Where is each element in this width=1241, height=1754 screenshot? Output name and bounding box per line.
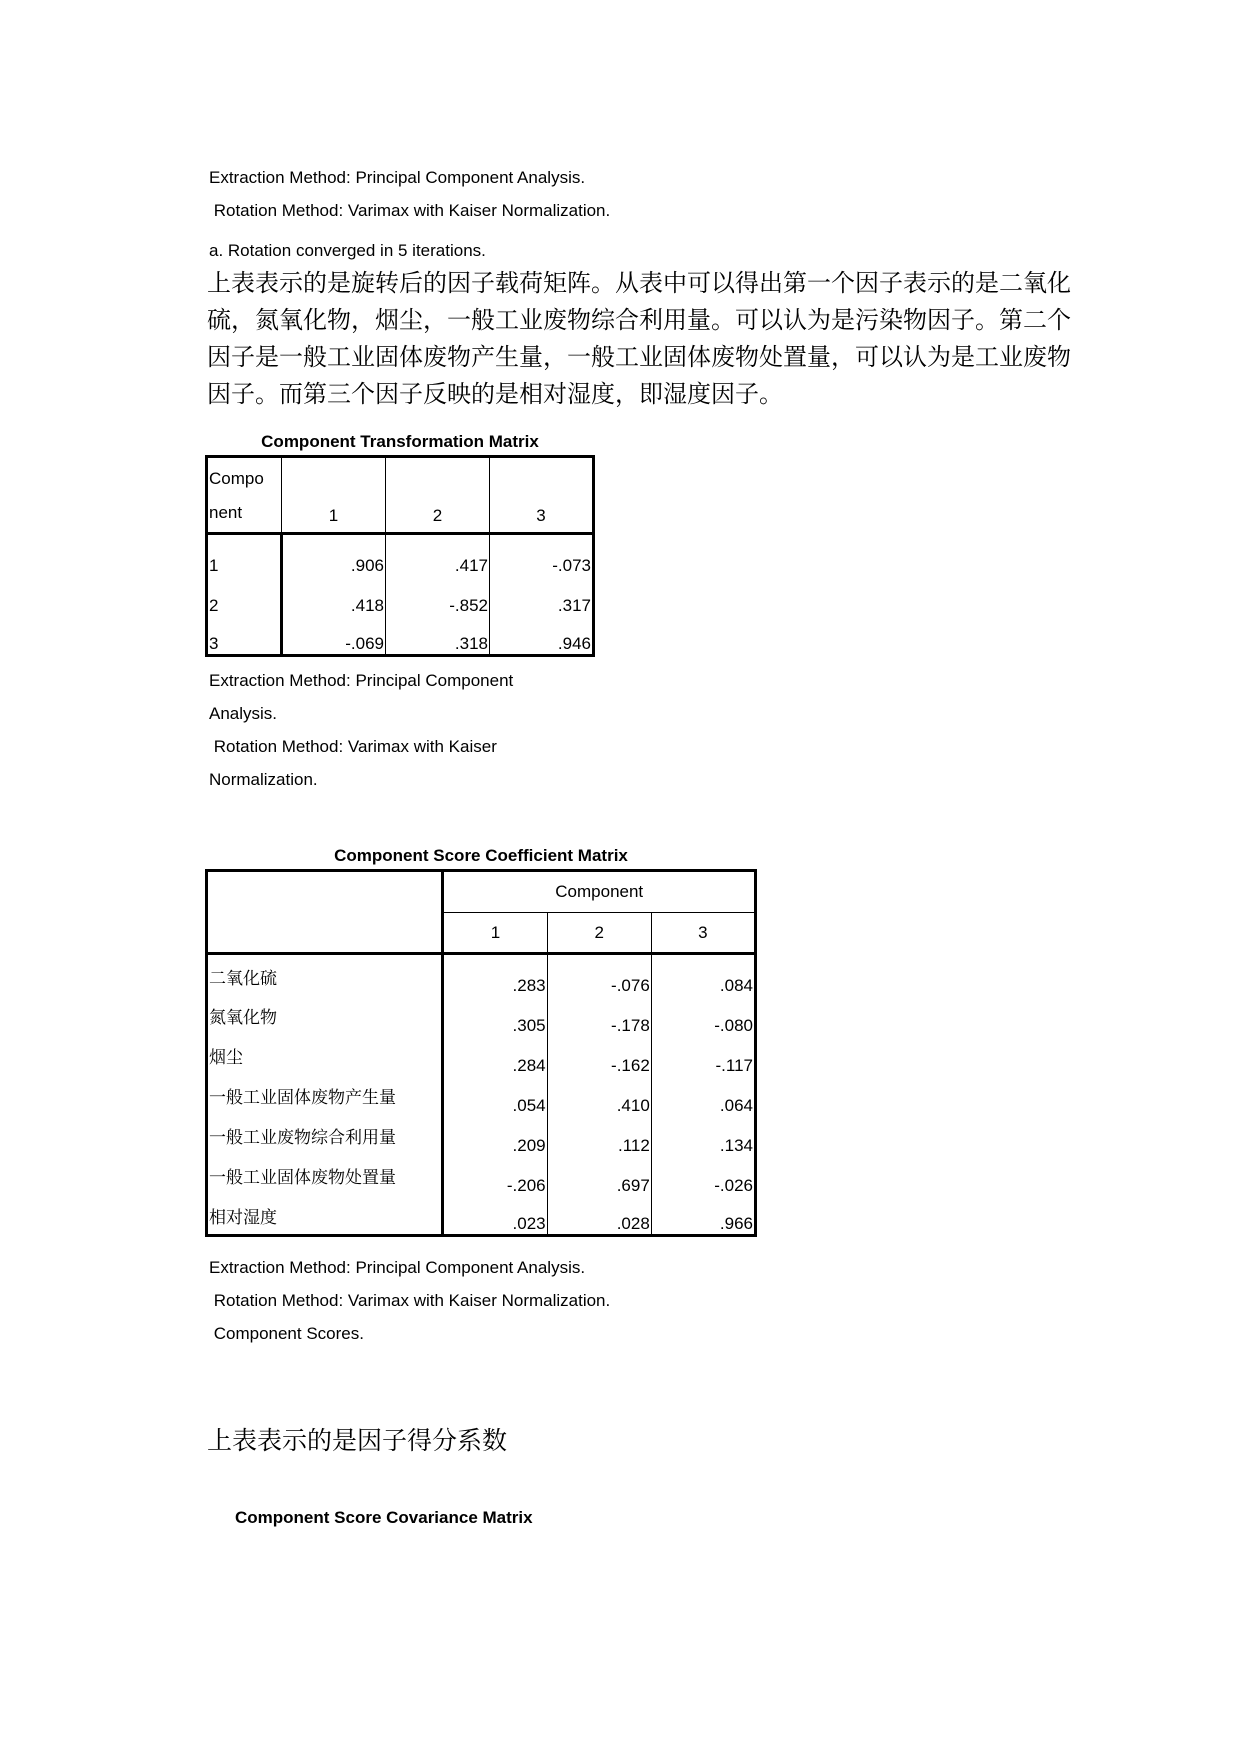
transformation-table [205, 455, 595, 657]
row-label: 烟尘 [207, 1036, 443, 1076]
value-cell: -.069 [282, 616, 386, 656]
paragraph-line: 因子。而第三个因子反映的是相对湿度，即湿度因子。 [207, 380, 783, 408]
value-cell: .410 [547, 1076, 651, 1116]
table-row [207, 1156, 756, 1196]
value-cell: .317 [490, 576, 594, 616]
table-row [207, 534, 594, 576]
value-cell: .697 [547, 1156, 651, 1196]
value-cell: .134 [651, 1116, 755, 1156]
table-row [207, 576, 594, 616]
value-cell: -.178 [547, 996, 651, 1036]
table-row [207, 1116, 756, 1156]
component-header-cell [207, 457, 282, 534]
table-row [207, 996, 756, 1036]
value-cell: .906 [282, 534, 386, 576]
value-cell: .284 [443, 1036, 547, 1076]
row-label: 3 [207, 616, 282, 656]
value-cell: -.206 [443, 1156, 547, 1196]
table-row [207, 954, 756, 996]
transformation-note: Normalization. [209, 770, 318, 789]
score-coef-group-row [207, 871, 756, 913]
value-cell: .418 [282, 576, 386, 616]
table-row [207, 1196, 756, 1236]
table-row [207, 1036, 756, 1076]
row-label: 1 [207, 534, 282, 576]
value-cell: .417 [386, 534, 490, 576]
value-cell: .064 [651, 1076, 755, 1116]
column-header: 2 [386, 457, 490, 534]
table-row [207, 616, 594, 656]
column-header: 1 [443, 913, 547, 954]
column-header: 2 [547, 913, 651, 954]
transformation-title: Component Transformation Matrix [261, 432, 539, 451]
value-cell: .054 [443, 1076, 547, 1116]
value-cell: .209 [443, 1116, 547, 1156]
value-cell: -.076 [547, 954, 651, 996]
value-cell: .112 [547, 1116, 651, 1156]
extraction-note: Extraction Method: Principal Component Analysis. [209, 168, 586, 187]
value-cell: .283 [443, 954, 547, 996]
row-label: 二氧化硫 [207, 954, 443, 996]
row-label: 相对湿度 [207, 1196, 443, 1236]
converged-note: a. Rotation converged in 5 iterations. [209, 241, 486, 260]
rotation-note: Rotation Method: Varimax with Kaiser Normalization. [209, 201, 611, 220]
section-heading: 上表表示的是因子得分系数 [207, 1426, 508, 1455]
row-label: 2 [207, 576, 282, 616]
covariance-title: Component Score Covariance Matrix [235, 1508, 533, 1527]
score-coef-title: Component Score Coefficient Matrix [334, 846, 628, 865]
column-header: 3 [651, 913, 755, 954]
transformation-note: Analysis. [209, 704, 278, 723]
paragraph-line: 因子是一般工业固体废物产生量，一般工业固体废物处置量，可以认为是工业废物 [207, 343, 1071, 371]
column-header: 3 [490, 457, 594, 534]
value-cell: -.080 [651, 996, 755, 1036]
value-cell: .966 [651, 1196, 755, 1236]
component-header-b: nent [209, 503, 243, 522]
value-cell: -.026 [651, 1156, 755, 1196]
score-coef-note: Rotation Method: Varimax with Kaiser Normalization. [209, 1291, 611, 1310]
row-label: 一般工业废物综合利用量 [207, 1116, 443, 1156]
transformation-note: Rotation Method: Varimax with Kaiser [209, 737, 497, 756]
stub-header [207, 871, 443, 954]
paragraph-line: 上表表示的是旋转后的因子载荷矩阵。从表中可以得出第一个因子表示的是二氧化 [207, 269, 1071, 297]
row-label: 一般工业固体废物处置量 [207, 1156, 443, 1196]
value-cell: -.073 [490, 534, 594, 576]
component-group-header: Component [443, 871, 756, 913]
score-coef-note: Component Scores. [209, 1324, 364, 1343]
paragraph-line: 硫，氮氧化物，烟尘，一般工业废物综合利用量。可以认为是污染物因子。第二个 [207, 306, 1071, 334]
value-cell: -.162 [547, 1036, 651, 1076]
score-coef-table [205, 869, 757, 1237]
transformation-header-row [207, 457, 594, 534]
value-cell: .318 [386, 616, 490, 656]
row-label: 氮氧化物 [207, 996, 443, 1036]
value-cell: .305 [443, 996, 547, 1036]
value-cell: .084 [651, 954, 755, 996]
column-header: 1 [282, 457, 386, 534]
value-cell: .028 [547, 1196, 651, 1236]
analysis-paragraph [207, 265, 1117, 413]
table-row [207, 1076, 756, 1116]
value-cell: .946 [490, 616, 594, 656]
value-cell: -.117 [651, 1036, 755, 1076]
component-header-a: Compo [209, 469, 264, 488]
row-label: 一般工业固体废物产生量 [207, 1076, 443, 1116]
value-cell: -.852 [386, 576, 490, 616]
value-cell: .023 [443, 1196, 547, 1236]
score-coef-note: Extraction Method: Principal Component Analysis. [209, 1258, 586, 1277]
transformation-note: Extraction Method: Principal Component [209, 671, 514, 690]
